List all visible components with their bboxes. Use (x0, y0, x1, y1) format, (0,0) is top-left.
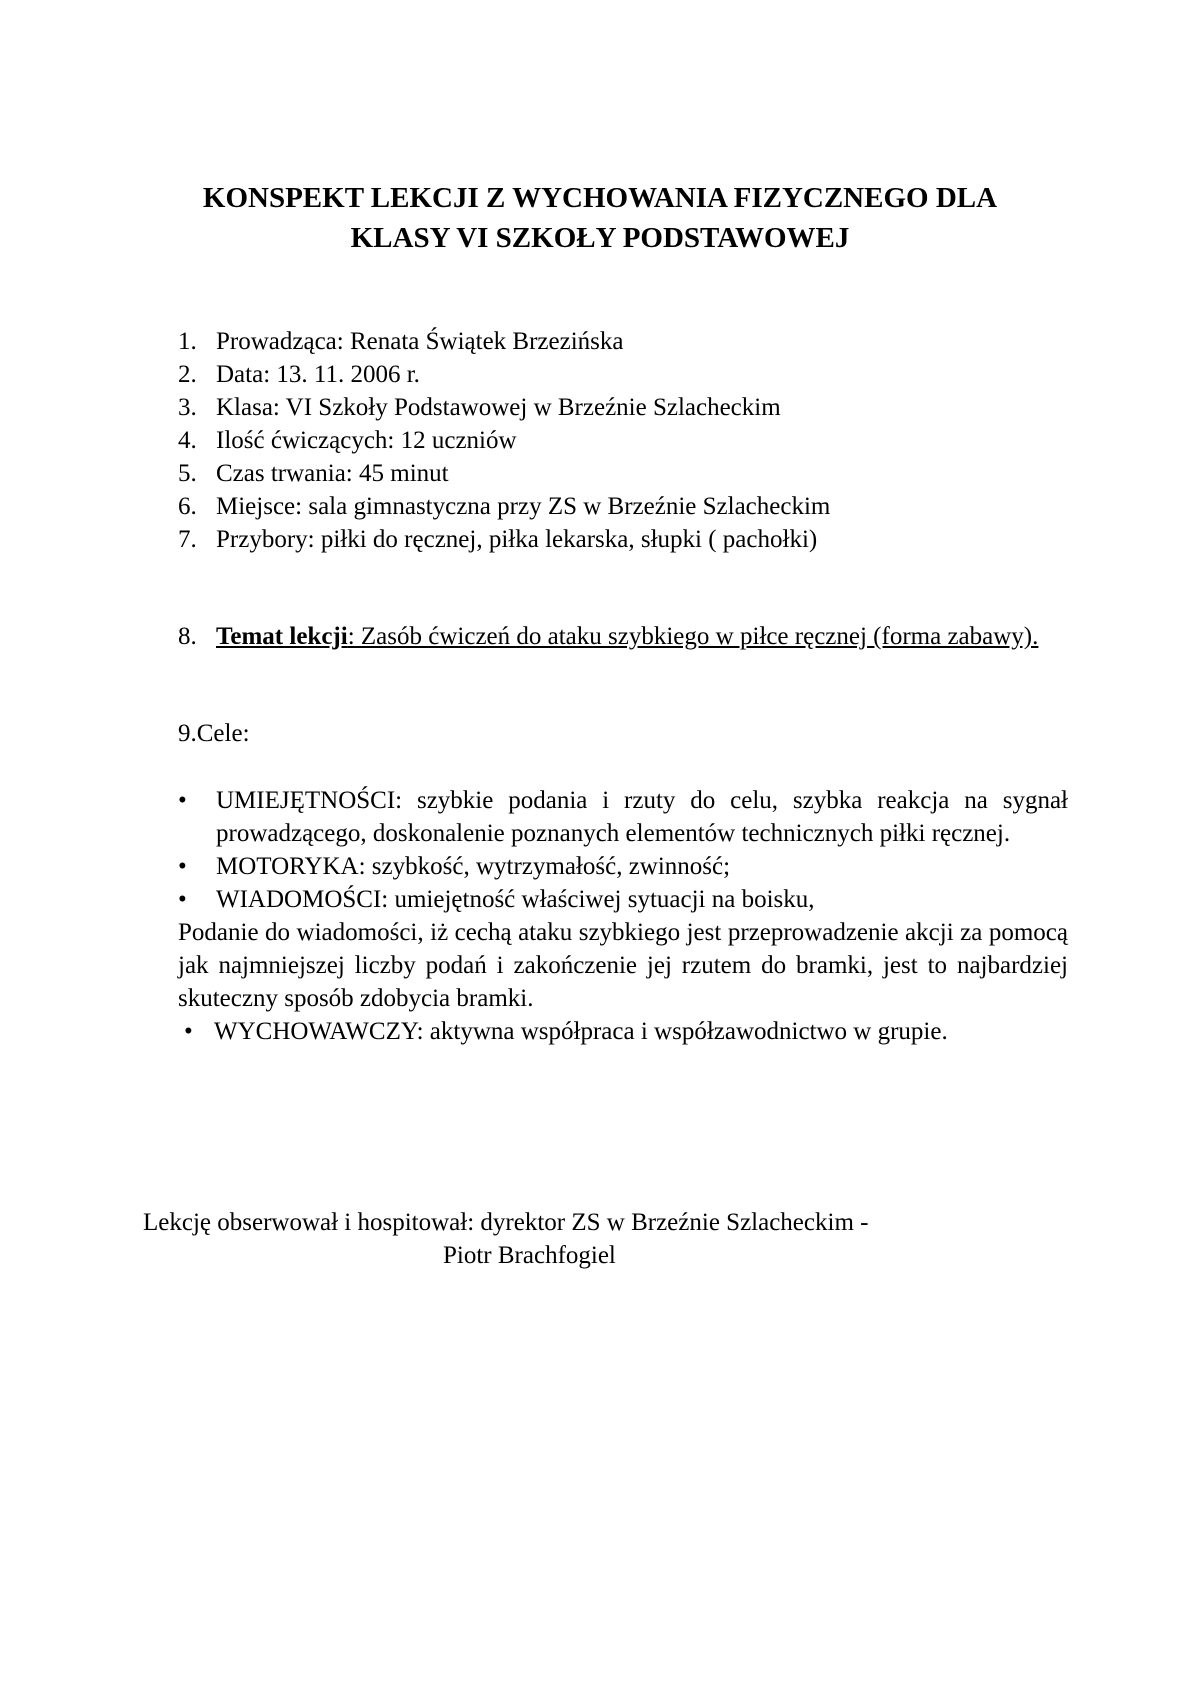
bullet-icon: • (184, 1018, 193, 1045)
detail-item-place (178, 490, 1078, 523)
goals-heading: 9.Cele: (178, 720, 250, 747)
detail-number: 6. (178, 493, 197, 520)
topic-number: 8. (178, 623, 197, 650)
title-line-2: KLASY VI SZKOŁY PODSTAWOWEJ (350, 222, 850, 254)
detail-item-students (178, 424, 1078, 457)
goal-skills-text: UMIEJĘTNOŚCI: szybkie podania i rzuty do celu, szybka reakcja na sygnał prowadzącego, doskonalenie poznanych elementów technicznych piłki ręcznej. (216, 787, 1068, 847)
title-line-1: KONSPEKT LEKCJI Z WYCHOWANIA FIZYCZNEGO DLA (202, 182, 998, 214)
goal-skills (178, 784, 1068, 850)
detail-number: 3. (178, 394, 197, 421)
detail-item-equipment (178, 523, 1078, 556)
detail-number: 2. (178, 361, 197, 388)
topic-label: Temat lekcji (216, 623, 348, 650)
detail-item-class (178, 391, 1078, 424)
topic-text (216, 620, 1068, 653)
document-title (0, 178, 1200, 258)
goal-educational-text: WYCHOWAWCZY: aktywna współpraca i współzawodnictwo w grupie. (214, 1018, 948, 1045)
goal-knowledge-text: WIADOMOŚCI: umiejętność właściwej sytuacji na boisku, (216, 886, 815, 913)
signature-line-2: Piotr Brachfogiel (443, 1242, 616, 1269)
lesson-topic (178, 620, 1068, 653)
signature-line-1: Lekcję obserwował i hospitował: dyrektor ZS w Brzeźnie Szlacheckim - (143, 1209, 869, 1236)
detail-text: Czas trwania: 45 minut (216, 460, 449, 487)
detail-number: 5. (178, 460, 197, 487)
bullet-icon: • (178, 886, 187, 913)
goal-knowledge (178, 883, 1068, 916)
detail-number: 1. (178, 328, 197, 355)
detail-item-duration (178, 457, 1078, 490)
detail-text: Ilość ćwiczących: 12 uczniów (216, 427, 517, 454)
detail-text: Data: 13. 11. 2006 r. (216, 361, 420, 388)
knowledge-paragraph: Podanie do wiadomości, iż cechą ataku szybkiego jest przeprowadzenie akcji za pomocą jak najmniejszej liczby podań i zakończenie jej rzutem do bramki, jest to najbardziej skuteczny sposób zdobycia bramki. (178, 919, 1068, 1012)
goal-motor (178, 850, 1068, 883)
detail-text: Klasa: VI Szkoły Podstawowej w Brzeźnie Szlacheckim (216, 394, 781, 421)
detail-item-teacher (178, 325, 1078, 358)
topic-description: : Zasób ćwiczeń do ataku szybkiego w piłce ręcznej (forma zabawy). (347, 623, 1039, 650)
detail-text: Przybory: piłki do ręcznej, piłka lekarska, słupki ( pachołki) (216, 526, 818, 553)
goal-educational (178, 1015, 1068, 1048)
bullet-icon: • (178, 787, 187, 814)
detail-number: 7. (178, 526, 197, 553)
detail-number: 4. (178, 427, 197, 454)
goals-list (178, 784, 1068, 1048)
detail-text: Prowadząca: Renata Świątek Brzezińska (216, 328, 624, 355)
bullet-icon: • (178, 853, 187, 880)
detail-item-date (178, 358, 1078, 391)
lesson-details-list (178, 325, 1078, 556)
detail-text: Miejsce: sala gimnastyczna przy ZS w Brzeźnie Szlacheckim (216, 493, 831, 520)
goal-motor-text: MOTORYKA: szybkość, wytrzymałość, zwinność; (216, 853, 731, 880)
